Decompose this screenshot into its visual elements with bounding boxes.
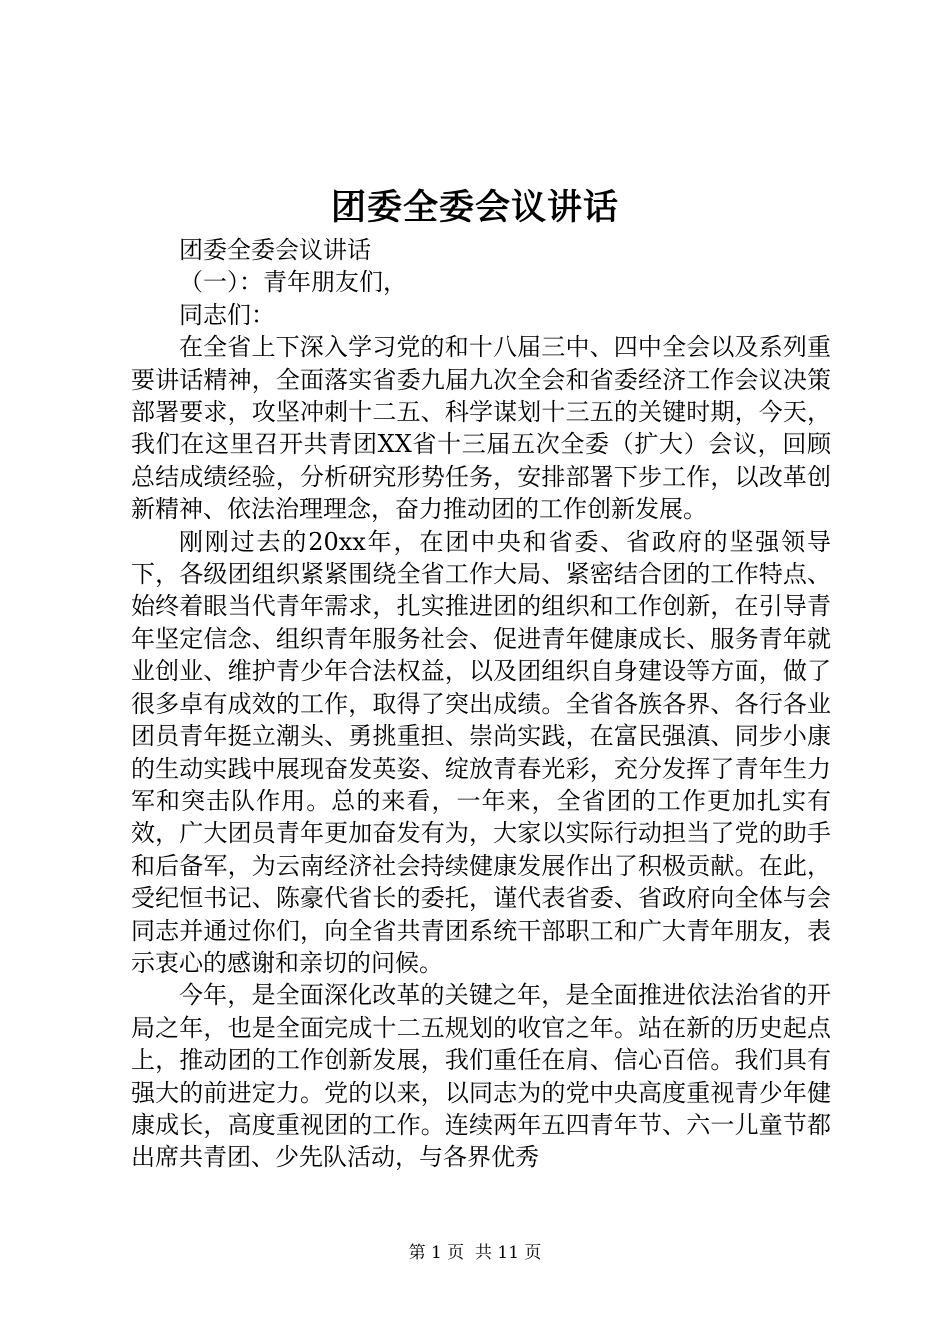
paragraph-salutation-2: 同志们： xyxy=(179,300,275,329)
paragraph-body-2: 刚刚过去的20xx年，在团中央和省委、省政府的坚强领导下，各级团组织紧紧围绕全省工作大局、紧密结合团的工作特点、始终着眼当代青年需求，扎实推进团的组织和工作创新，在引导青年坚定信念、组织青年服务社会、促进青年健康成长、服务青年就业创业、维护青少年合法权益，以及团组织自身建设等方面，做了很多卓有成效的工作，取得了突出成绩。全省各族各界、各行各业团员青年挺立潮头、勇挑重担、崇尚实践，在富民强滇、同步小康的生动实践中展现奋发英姿、绽放青春光彩，充分发挥了青年生力军和突击队作用。总的来看，一年来，全省团的工作更加扎实有效，广大团员青年更加奋发有为，大家以实际行动担当了党的助手和后备军，为云南经济社会持续健康发展作出了积极贡献。在此，受纪恒书记、陈豪代省长的委托，谨代表省委、省政府向全体与会同志并通过你们，向全省共青团系统干部职工和广大青年朋友，表示衷心的感谢和亲切的问候。 xyxy=(131,527,831,977)
paragraph-salutation-1: （一）：青年朋友们， xyxy=(179,268,407,297)
paragraph-subtitle: 团委全委会议讲话 xyxy=(179,236,371,264)
page-footer xyxy=(0,1241,950,1265)
document-title: 团委全委会议讲话 xyxy=(330,187,619,228)
document-body xyxy=(131,234,831,1174)
page-number-label: 第 1 页 共 11 页 xyxy=(408,1243,542,1263)
paragraph-body-3: 今年，是全面深化改革的关键之年，是全面推进依法治省的开局之年，也是全面完成十二五规划的收官之年。站在新的历史起点上，推动团的工作创新发展，我们重任在肩、信心百倍。我们具有强大的前进定力。党的以来，以同志为的党中央高度重视青少年健康成长，高度重视团的工作。连续两年五四青年节、六一儿童节都出席共青团、少先队活动，与各界优秀 xyxy=(131,981,831,1172)
paragraph-body-1: 在全省上下深入学习党的和十八届三中、四中全会以及系列重要讲话精神，全面落实省委九届九次全会和省委经济工作会议决策部署要求，攻坚冲刺十二五、科学谋划十三五的关键时期，今天，我们在这里召开共青团XX省十三届五次全委（扩大）会议，回顾总结成绩经验，分析研究形势任务，安排部署下步工作，以改革创新精神、依法治理理念，奋力推动团的工作创新发展。 xyxy=(131,333,831,524)
